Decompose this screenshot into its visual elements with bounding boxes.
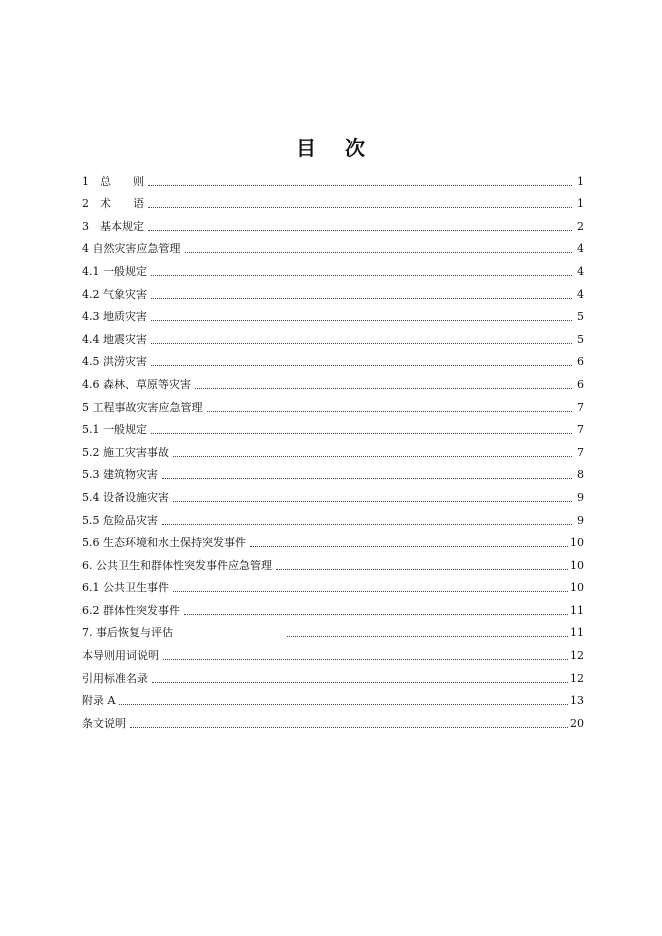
toc-entry[interactable] bbox=[82, 618, 584, 641]
toc-leader-dots bbox=[151, 364, 572, 366]
toc-entry-label: 6.1 公共卫生事件 bbox=[82, 581, 169, 595]
toc-leader-dots bbox=[184, 613, 568, 615]
toc-entry-label: 5.1 一般规定 bbox=[82, 423, 147, 437]
toc-entry[interactable] bbox=[82, 686, 584, 709]
toc-entry[interactable] bbox=[82, 482, 584, 505]
toc-entry-label: 2 术 语 bbox=[82, 197, 144, 211]
toc-entry[interactable] bbox=[82, 324, 584, 347]
toc-entry-label: 5.3 建筑物灾害 bbox=[82, 468, 158, 482]
title-part-1: 目 bbox=[296, 136, 317, 160]
toc-entry-page-number: 9 bbox=[577, 490, 584, 504]
toc-entry[interactable] bbox=[82, 302, 584, 325]
toc-leader-dots bbox=[148, 184, 572, 186]
toc-entry-label: 3 基本规定 bbox=[82, 219, 144, 233]
toc-entry-page-number: 5 bbox=[577, 310, 584, 324]
toc-entry-page-number: 1 bbox=[577, 197, 584, 211]
toc-leader-dots bbox=[151, 297, 572, 299]
toc-entry-label: 附录 A bbox=[82, 694, 116, 708]
toc-entry[interactable] bbox=[82, 640, 584, 663]
toc-entry[interactable] bbox=[82, 166, 584, 189]
toc-entry[interactable] bbox=[82, 234, 584, 257]
toc-entry-label: 4.6 森林、草原等灾害 bbox=[82, 377, 191, 391]
toc-entry[interactable] bbox=[82, 189, 584, 212]
toc-entry-page-number: 7 bbox=[577, 400, 584, 414]
toc-entry[interactable] bbox=[82, 369, 584, 392]
toc-entry-label: 引用标准名录 bbox=[82, 671, 148, 685]
toc-entry-page-number: 1 bbox=[577, 174, 584, 188]
toc-entry-label: 5 工程事故灾害应急管理 bbox=[82, 400, 203, 414]
toc-leader-dots bbox=[162, 523, 572, 525]
toc-leader-dots bbox=[207, 410, 573, 412]
toc-leader-dots bbox=[276, 568, 568, 570]
toc-leader-dots bbox=[162, 477, 572, 479]
toc-leader-dots bbox=[148, 229, 572, 231]
toc-entry[interactable] bbox=[82, 528, 584, 551]
toc-entry-page-number: 20 bbox=[570, 716, 584, 730]
toc-entry-label: 5.4 设备设施灾害 bbox=[82, 490, 169, 504]
toc-entry[interactable] bbox=[82, 211, 584, 234]
toc-entry[interactable] bbox=[82, 595, 584, 618]
toc-entry-page-number: 13 bbox=[570, 694, 584, 708]
toc-entry-page-number: 6 bbox=[577, 355, 584, 369]
toc-entry[interactable] bbox=[82, 550, 584, 573]
toc-entry-page-number: 4 bbox=[577, 242, 584, 256]
toc-entry-label: 1 总 则 bbox=[82, 174, 144, 188]
toc-leader-dots bbox=[130, 726, 568, 728]
toc-entry-label: 4 自然灾害应急管理 bbox=[82, 242, 181, 256]
toc-entry-page-number: 2 bbox=[577, 219, 584, 233]
toc-entry[interactable] bbox=[82, 437, 584, 460]
toc-entry-page-number: 12 bbox=[570, 671, 584, 685]
toc-entry[interactable] bbox=[82, 347, 584, 370]
toc-entry-label: 4.3 地质灾害 bbox=[82, 310, 147, 324]
toc-entry-page-number: 10 bbox=[570, 581, 584, 595]
toc-entry-page-number: 4 bbox=[577, 287, 584, 301]
toc-entry-page-number: 4 bbox=[577, 264, 584, 278]
toc-entry-label: 4.2 气象灾害 bbox=[82, 287, 147, 301]
toc-entry-label: 4.4 地震灾害 bbox=[82, 332, 147, 346]
toc-leader-dots bbox=[151, 432, 572, 434]
toc-entry-label: 本导则用词说明 bbox=[82, 649, 159, 663]
toc-entry-page-number: 10 bbox=[570, 558, 584, 572]
toc-entry[interactable] bbox=[82, 460, 584, 483]
toc-entry-page-number: 11 bbox=[570, 603, 584, 617]
toc-entry-label: 5.2 施工灾害事故 bbox=[82, 445, 169, 459]
toc-leader-dots bbox=[151, 342, 572, 344]
toc-entry-label: 5.5 危险品灾害 bbox=[82, 513, 158, 527]
toc-entry[interactable] bbox=[82, 708, 584, 731]
toc-entry-page-number: 8 bbox=[577, 468, 584, 482]
toc-leader-dots bbox=[152, 681, 568, 683]
page-title bbox=[0, 132, 662, 161]
toc-entry-label: 6. 公共卫生和群体性突发事件应急管理 bbox=[82, 558, 272, 572]
toc-leader-dots bbox=[287, 635, 568, 637]
toc-entry[interactable] bbox=[82, 573, 584, 596]
toc-entry-label: 条文说明 bbox=[82, 716, 126, 730]
toc-leader-dots bbox=[173, 590, 568, 592]
toc-entry-page-number: 7 bbox=[577, 423, 584, 437]
title-part-2: 次 bbox=[345, 136, 366, 160]
toc-leader-dots bbox=[185, 251, 573, 253]
toc-entry-page-number: 9 bbox=[577, 513, 584, 527]
toc-leader-dots bbox=[173, 455, 572, 457]
toc-entry[interactable] bbox=[82, 415, 584, 438]
toc-entry-label: 4.5 洪涝灾害 bbox=[82, 355, 147, 369]
toc-entry[interactable] bbox=[82, 663, 584, 686]
toc-leader-dots bbox=[195, 387, 572, 389]
toc-leader-dots bbox=[163, 658, 568, 660]
toc-leader-dots bbox=[250, 545, 568, 547]
toc-entry[interactable] bbox=[82, 279, 584, 302]
toc-entry[interactable] bbox=[82, 256, 584, 279]
table-of-contents bbox=[82, 166, 584, 731]
toc-entry-page-number: 7 bbox=[577, 445, 584, 459]
toc-entry-label: 4.1 一般规定 bbox=[82, 264, 147, 278]
toc-entry-label: 6.2 群体性突发事件 bbox=[82, 603, 180, 617]
toc-leader-dots bbox=[148, 206, 572, 208]
toc-entry-label: 5.6 生态环境和水土保持突发事件 bbox=[82, 536, 246, 550]
toc-entry[interactable] bbox=[82, 392, 584, 415]
toc-leader-dots bbox=[173, 500, 572, 502]
toc-entry-page-number: 11 bbox=[570, 626, 584, 640]
toc-entry[interactable] bbox=[82, 505, 584, 528]
toc-leader-dots bbox=[151, 274, 572, 276]
toc-entry-page-number: 6 bbox=[577, 377, 584, 391]
toc-entry-page-number: 5 bbox=[577, 332, 584, 346]
toc-leader-dots bbox=[119, 703, 568, 705]
toc-entry-page-number: 12 bbox=[570, 649, 584, 663]
toc-entry-label: 7. 事后恢复与评估 bbox=[82, 626, 173, 640]
toc-entry-page-number: 10 bbox=[570, 536, 584, 550]
toc-leader-dots bbox=[151, 319, 572, 321]
